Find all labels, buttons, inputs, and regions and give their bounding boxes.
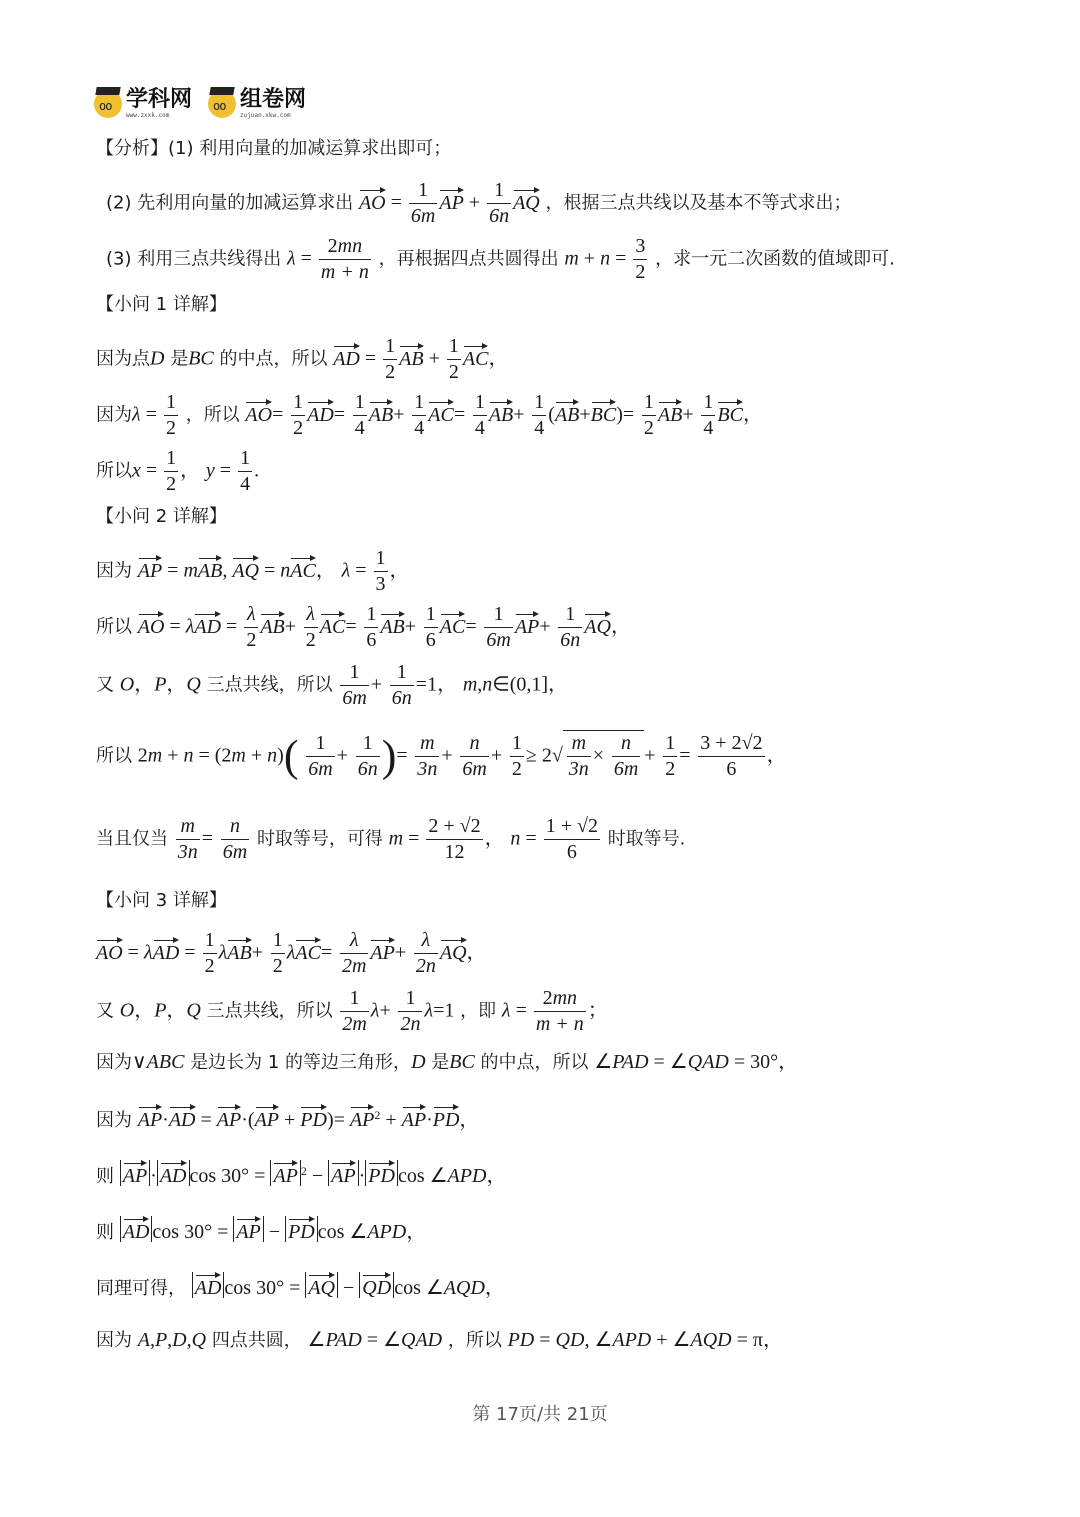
analysis-line-3: (3) 利用三点共线得出 λ = $\frac{2mn}{m + n}$ ，再根据四点共圆得出 m + n = $\frac{3}{2}$ ，求一元二次函数的值域即可.	[106, 235, 895, 283]
analysis-text: (3) 利用三点共线得出	[106, 248, 282, 270]
q1-line-2: 因为λ = $\frac{1}{2}$ ，所以 AO= $\frac{1}{2}$ AD= $\frac{1}{4}$ AB+ $\frac{1}{4}$ AC= $\frac{1}{4}$ AB+ $\frac{1}{4}$ (AB+BC)= $\frac{1}{2}$ AB+ $\frac{1}{4}$ BC，	[96, 391, 763, 439]
q1-title	[96, 296, 227, 314]
q2-title	[96, 508, 227, 526]
mascot-icon	[208, 90, 236, 118]
analysis-text: ，求一元二次函数的值域即可.	[655, 248, 895, 270]
q2-line-3: 又 O，P，Q 三点共线，所以 $\frac{1}{6m}$ + $\frac{1}{6n}$ =1， m,n∈(0,1]，	[96, 661, 569, 709]
text: 四点共圆，	[211, 1330, 302, 1351]
q3-line-1: AO = λAD = $\frac{1}{2}$ λAB+ $\frac{1}{2}$ λAC= $\frac{\lambda}{2m}$ AP+ $\frac{\lambda}{2n}$ AQ，	[96, 929, 487, 977]
analysis-text: ，再根据四点共圆得出	[378, 248, 559, 270]
text: ，所以	[185, 404, 240, 426]
text: 则	[96, 1222, 114, 1243]
text: 所以	[96, 616, 132, 638]
text: 因为点	[96, 348, 150, 370]
logo-name: 组卷网	[240, 87, 307, 112]
q3-line-8: 因为 A,P,D,Q 四点共圆， ∠PAD = ∠QAD ，所以 PD = QD, ∠APD + ∠AQD = π，	[96, 1329, 783, 1351]
text: 同理可得，	[96, 1278, 186, 1299]
text: 是	[170, 348, 189, 370]
analysis-text: ，根据三点共线以及基本不等式求出；	[545, 192, 852, 214]
analysis-line-1	[96, 140, 451, 158]
q1-line-1: 因为点D 是BC 的中点，所以 AD = $\frac{1}{2}$ AB + $\frac{1}{2}$ AC，	[96, 335, 509, 383]
page-number: 第 17页/共 21页	[472, 1404, 608, 1425]
text: 又	[96, 1000, 114, 1022]
q2-line-2: 所以 AO = λAD = $\frac{\lambda}{2}$ AB+ $\frac{\lambda}{2}$ AC= $\frac{1}{6}$ AB+ $\frac{1}{6}$ AC= $\frac{1}{6m}$ AP+ $\frac{1}{6n}$ AQ，	[96, 603, 631, 651]
section-title: 【小问 2 详解】	[96, 506, 227, 527]
q3-title	[96, 892, 227, 910]
logo-xuekewang	[94, 89, 192, 119]
text: 因为	[96, 1110, 132, 1131]
analysis-text: (2) 先利用向量的加减运算求出	[106, 192, 354, 214]
text: 是	[431, 1052, 450, 1073]
text: 因为	[96, 1052, 132, 1073]
logo-zujuanwang	[208, 89, 306, 119]
text: 时取等号.	[607, 828, 686, 850]
logo-url: www.zxxk.com	[126, 112, 170, 119]
text: ，即	[460, 1000, 497, 1022]
text: 时取等号，可得	[256, 828, 383, 850]
q3-line-6: 则 AD cos 30° = AP − PD cos ∠APD，	[96, 1216, 426, 1242]
section-title: 【小问 3 详解】	[96, 890, 227, 911]
q1-line-3: 所以x = $\frac{1}{2}$ ， y = $\frac{1}{4}$ .	[96, 447, 260, 495]
text: 因为	[96, 404, 132, 426]
q2-line-1: 因为 AP = mAB, AQ = nAC， λ = $\frac{1}{3}$ ，	[96, 547, 410, 595]
analysis-label: 【分析】	[96, 138, 168, 159]
text: 则	[96, 1166, 114, 1187]
mascot-icon	[94, 90, 122, 118]
text: 的中点，所以	[219, 348, 328, 370]
analysis-text: (1) 利用向量的加减运算求出即可；	[168, 138, 452, 159]
q2-line-4: 所以 2m + n = (2m + n)( $\frac{1}{6m}$ + $\frac{1}{6n}$ )= $\frac{m}{3n}$ + $\frac{n}{6m}$ + $\frac{1}{2}$ ≥ 2√ $\frac{m}{3n}$ × $\frac{n}{6m}$ + $\frac{1}{2}$ = $\frac{3 + 2√2}{6}$ ，	[96, 731, 787, 781]
text: 当且仅当	[96, 828, 168, 850]
q3-line-5: 则 AP · AD cos 30° = AP $^2$ − AP · PD cos ∠APD，	[96, 1160, 506, 1186]
text: 是边长为 1 的等边三角形，	[190, 1052, 412, 1073]
text: 三点共线，所以	[206, 1000, 333, 1022]
text: 又	[96, 674, 114, 696]
q2-line-5: 当且仅当 $\frac{m}{3n}$ = $\frac{n}{6m}$ 时取等号，可得 m = $\frac{2 + √2}{12}$ ， n = $\frac{1 + √2}{6}$ 时取等号.	[96, 815, 686, 863]
text: 所以	[96, 460, 132, 482]
analysis-line-2: (2) 先利用向量的加减运算求出 AO = $\frac{1}{6m}$ AP + $\frac{1}{6n}$ AQ ，根据三点共线以及基本不等式求出；	[106, 179, 852, 227]
text: 的中点，所以	[480, 1052, 589, 1073]
logo-name: 学科网	[126, 87, 193, 112]
q3-line-3: 因为∨ABC 是边长为 1 的等边三角形，D 是BC 的中点，所以 ∠PAD = ∠QAD = 30°，	[96, 1051, 799, 1073]
text: 因为	[96, 1330, 132, 1351]
q3-line-7: 同理可得， AD cos 30° = AQ − QD cos ∠AQD，	[96, 1272, 505, 1298]
q3-line-4: 因为 $AP\cdot AD = AP\cdot(AP + PD)= AP^2 + AP\cdot PD$，	[96, 1104, 479, 1130]
header-logos	[94, 84, 322, 124]
text: ，所以	[447, 1330, 502, 1351]
text: 三点共线，所以	[206, 674, 333, 696]
logo-url: zujuan.xkw.com	[240, 112, 291, 119]
text: 因为	[96, 560, 132, 582]
section-title: 【小问 1 详解】	[96, 294, 227, 315]
text: 所以	[96, 745, 132, 767]
q3-line-2: 又 O，P，Q 三点共线，所以 $\frac{1}{2m}$ λ+ $\frac{1}{2n}$ λ=1 ，即 λ = $\frac{2mn}{m + n}$ ；	[96, 987, 608, 1035]
